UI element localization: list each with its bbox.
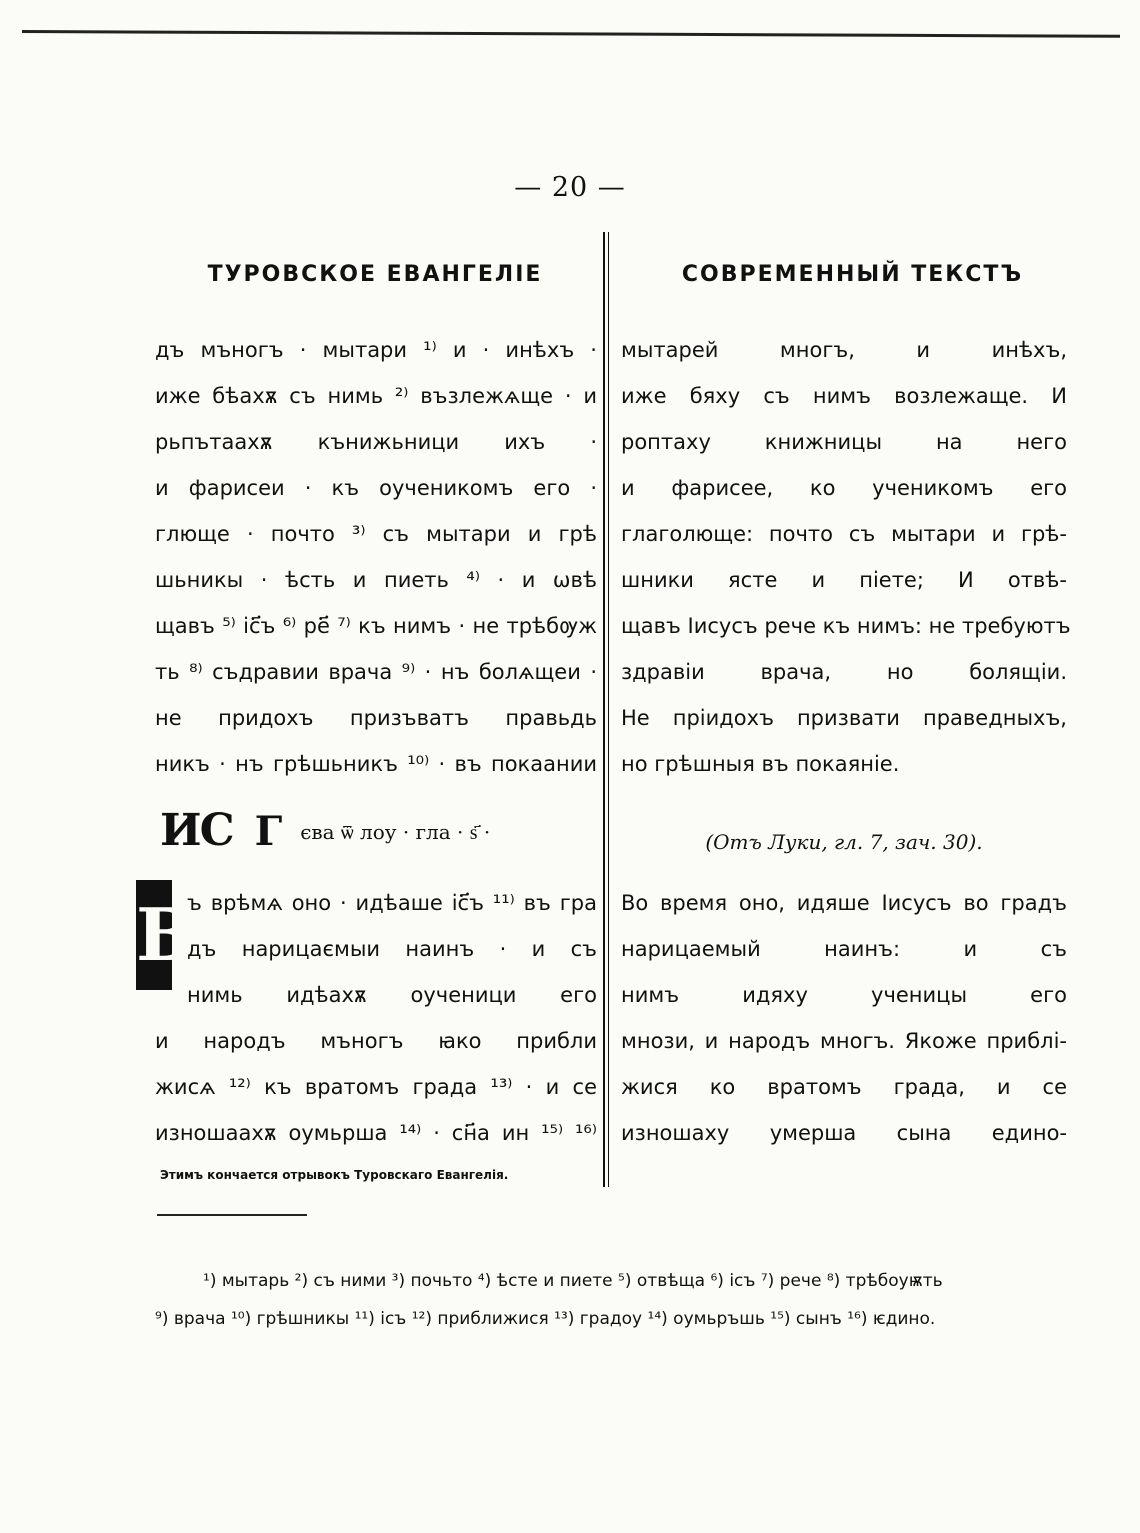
right-column-title: СОВРЕМЕННЫЙ ТЕКСТЪ xyxy=(681,262,1024,287)
page-number: — 20 — xyxy=(514,172,626,203)
text-line: мытарей многъ, и инѣхъ, xyxy=(621,338,1067,362)
text-line: щавъ ⁵⁾ іс҃ъ ⁶⁾ ре҃ ⁷⁾ къ нимъ · не трѣбѹж xyxy=(155,614,597,638)
text-line: Не пріидохъ призвати праведныхъ, xyxy=(621,706,1067,730)
text-line: нимь идѣахѫ оученици его xyxy=(187,983,597,1007)
text-line: щавъ Іисусъ рече къ нимъ: не требуютъ xyxy=(621,614,1071,638)
top-rule xyxy=(22,30,1120,38)
text-line: не придохъ призъватъ правьдь xyxy=(155,706,597,730)
modern-text xyxy=(621,327,1071,787)
rubric-ligature: ИС xyxy=(160,805,233,856)
text-line: никъ · нъ грѣшьникъ ¹⁰⁾ · въ покаании xyxy=(155,752,597,776)
text-line: шники ясте и піете; И отвѣ- xyxy=(621,568,1067,592)
text-line: шьникы · ѣсть и пиеть ⁴⁾ · и ѡвѣ xyxy=(155,568,597,592)
rubric-text: єва ѿ лоу · гла · ѕ҃ · xyxy=(300,820,491,844)
end-note: Этимъ кончается отрывокъ Туровскаго Евангелія. xyxy=(160,1168,509,1182)
left-column-title: ТУРОВСКОЕ ЕВАНГЕЛІЕ xyxy=(207,262,543,287)
liturgical-rubric xyxy=(160,805,600,865)
turov-gospel-text xyxy=(155,327,597,787)
scripture-reference: (Отъ Луки, гл. 7, зач. 30). xyxy=(705,830,983,854)
text-line: рьпътаахѫ кънижьници ихъ · xyxy=(155,430,597,454)
text-line: Во время оно, идяше Іисусъ во градъ xyxy=(621,891,1067,915)
text-line: дъ нарицаємыи наинъ · и съ xyxy=(187,937,597,961)
text-line: здравіи врача, но болящіи. xyxy=(621,660,1067,684)
text-line: ъ врѣмѧ оно · идѣаше іс҃ъ ¹¹⁾ въ гра xyxy=(187,891,597,915)
turov-gospel-text-2 xyxy=(155,880,597,1156)
text-line: ть ⁸⁾ съдравии врача ⁹⁾ · нъ болѧщеи · xyxy=(155,660,597,684)
text-line: иже бѣахѫ съ нимь ²⁾ възлежѧще · и xyxy=(155,384,597,408)
footnote-line: ¹) мытарь ²) съ ними ³) почьто ⁴) ѣсте и пиете ⁵) отвѣща ⁶) ісъ ⁷) рече ⁸) трѣбоуѭть xyxy=(203,1271,943,1291)
text-line: и фарисеи · къ оученикомъ его · xyxy=(155,476,597,500)
text-line: дъ мъногъ · мытари ¹⁾ и · инѣхъ · xyxy=(155,338,597,362)
text-line: иже бяху съ нимъ возлежаще. И xyxy=(621,384,1067,408)
column-divider xyxy=(603,232,609,1187)
footnotes xyxy=(155,1262,1030,1338)
text-line: нарицаемый наинъ: и съ xyxy=(621,937,1067,961)
text-line: жися ко вратомъ града, и се xyxy=(621,1075,1067,1099)
text-line: роптаху книжницы на него xyxy=(621,430,1067,454)
text-line: изношаахѫ оумьрша ¹⁴⁾ · сн҃а ин ¹⁵⁾ ¹⁶⁾ xyxy=(155,1121,597,1145)
text-line: изношаху умерша сына едино- xyxy=(621,1121,1067,1145)
text-line: но грѣшныя въ покаяніе. xyxy=(621,752,900,776)
text-line: нимъ идяху ученицы его xyxy=(621,983,1067,1007)
text-line: и народъ мъногъ ꙗко прибли xyxy=(155,1029,597,1053)
footnote-line: ⁹) врача ¹⁰) грѣшникы ¹¹) ісъ ¹²) приближися ¹³) градоу ¹⁴) оумьръшь ¹⁵) сынъ ¹⁶) ѥдино. xyxy=(155,1309,936,1329)
text-line: мнози, и народъ многъ. Якоже приблі- xyxy=(621,1029,1067,1053)
text-line: жисѧ ¹²⁾ къ вратомъ града ¹³⁾ · и се xyxy=(155,1075,597,1099)
modern-text-2 xyxy=(621,880,1067,1156)
text-line: глаголюще: почто съ мытари и грѣ- xyxy=(621,522,1067,546)
rubric-g: Г xyxy=(254,808,283,855)
text-line: глюще · почто ³⁾ съ мытари и грѣ xyxy=(155,522,597,546)
drop-cap: В xyxy=(136,880,172,990)
text-line: и фарисее, ко ученикомъ его xyxy=(621,476,1067,500)
footnote-rule xyxy=(157,1214,307,1216)
